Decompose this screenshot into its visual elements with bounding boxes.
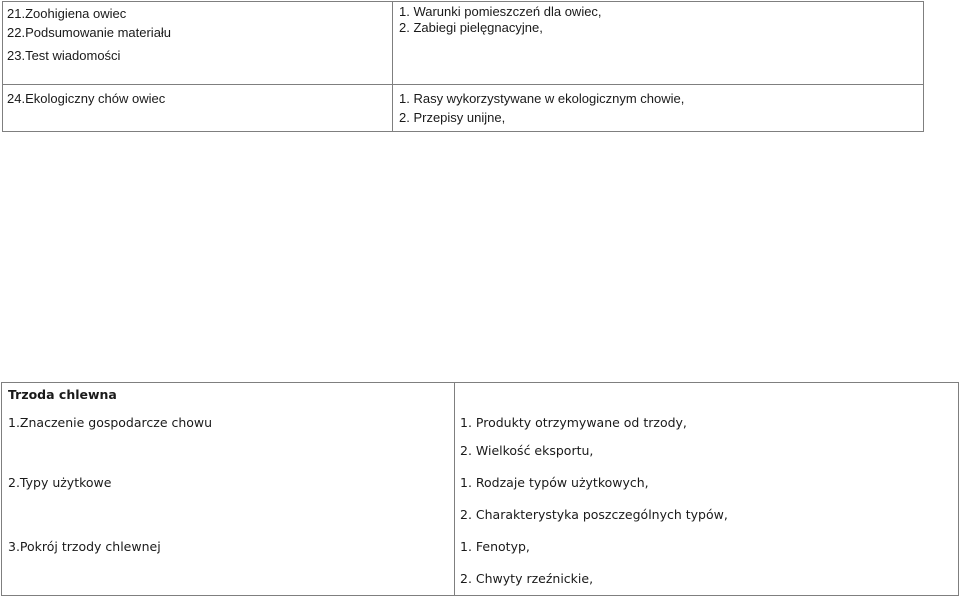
content-item: 1. Rasy wykorzystywane w ekologicznym chowie,: [399, 91, 685, 106]
table-row: [2, 383, 959, 596]
topic-label: 3.Pokrój trzody chlewnej: [8, 539, 161, 554]
section-heading: Trzoda chlewna: [8, 387, 117, 402]
topic-label: 24.Ekologiczny chów owiec: [7, 91, 166, 106]
content-item: 1. Warunki pomieszczeń dla owiec,: [399, 4, 602, 19]
content-item: 2. Chwyty rzeźnickie,: [460, 571, 594, 586]
content-item: 2. Charakterystyka poszczególnych typów,: [460, 507, 728, 522]
topic-cell: [3, 2, 393, 85]
blank-line: [460, 383, 958, 405]
topic-label: 23.Test wiadomości: [7, 48, 121, 63]
lesson-plan-table-sheep: [2, 1, 924, 132]
content-item: 1. Rodzaje typów użytkowych,: [460, 475, 649, 490]
content-item: 2. Zabiegi pielęgnacyjne,: [399, 20, 543, 35]
content-item: 1. Fenotyp,: [460, 539, 530, 554]
blank-line: [8, 563, 454, 595]
lesson-plan-table-pigs: [1, 382, 959, 596]
topic-label: 22.Podsumowanie materiału: [7, 25, 172, 40]
blank-line: [8, 499, 454, 531]
content-item: 2. Przepisy unijne,: [399, 110, 506, 125]
content-item: 2. Wielkość eksportu,: [460, 443, 594, 458]
topic-cell: [2, 383, 455, 596]
content-cell: [455, 383, 959, 596]
topic-label: 21.Zoohigiena owiec: [7, 6, 127, 21]
content-cell: [393, 2, 924, 85]
content-item: 1. Produkty otrzymywane od trzody,: [460, 415, 687, 430]
topic-cell: [3, 85, 393, 132]
table-row: [3, 2, 924, 85]
topic-label: 1.Znaczenie gospodarcze chowu: [8, 415, 213, 430]
content-cell: [393, 85, 924, 132]
table-row: [3, 85, 924, 132]
blank-line: [8, 435, 454, 467]
topic-label: 2.Typy użytkowe: [8, 475, 112, 490]
